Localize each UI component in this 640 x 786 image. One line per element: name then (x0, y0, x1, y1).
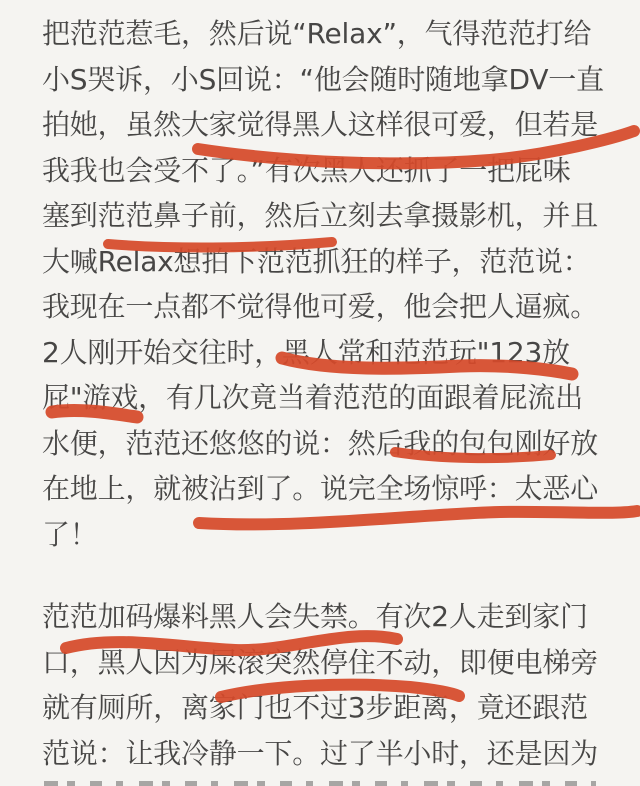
truncated-next-line (44, 781, 596, 786)
text-line-2: 小S哭诉，小S回说：“他会随时随地拿DV一直 (42, 62, 604, 96)
text-line-16: 范说：让我冷静一下。过了半小时，还是因为 (42, 736, 599, 770)
text-line-4: 我我也会受不了。”有次黑人还抓了一把屁味 (42, 153, 571, 187)
text-line-10: 水便，范范还悠悠的说：然后我的包包刚好放 (42, 426, 599, 460)
text-line-7: 我现在一点都不觉得他可爱，他会把人逼疯。 (42, 290, 599, 323)
text-line-1: 把范范惹毛，然后说“Relax”，气得范范打给 (42, 17, 592, 50)
text-line-11: 在地上，就被沾到了。说完全场惊呼：太恶心 (42, 472, 599, 505)
text-line-12: 了！ (42, 517, 98, 551)
text-line-13: 范范加码爆料黑人会失禁。有次2人走到家门 (42, 600, 588, 633)
text-line-6: 大喊Relax想拍下范范抓狂的样子，范范说： (42, 244, 591, 278)
text-line-14: 口，黑人因为屎滚突然停住不动，即便电梯旁 (42, 645, 599, 679)
text-line-8: 2人刚开始交往时，黑人常和范范玩"123放 (42, 335, 570, 369)
text-line-9: 屁"游戏，有几次竟当着范范的面跟着屁流出 (42, 381, 583, 414)
article-paragraph-1 (42, 11, 612, 557)
text-line-15: 就有厕所，离家门也不过3步距离，竟还跟范 (42, 691, 588, 724)
text-line-5: 塞到范范鼻子前，然后立刻去拿摄影机，并且 (42, 199, 599, 232)
text-line-3: 拍她，虽然大家觉得黑人这样很可爱，但若是 (42, 108, 599, 141)
article-paragraph-2 (42, 594, 612, 776)
